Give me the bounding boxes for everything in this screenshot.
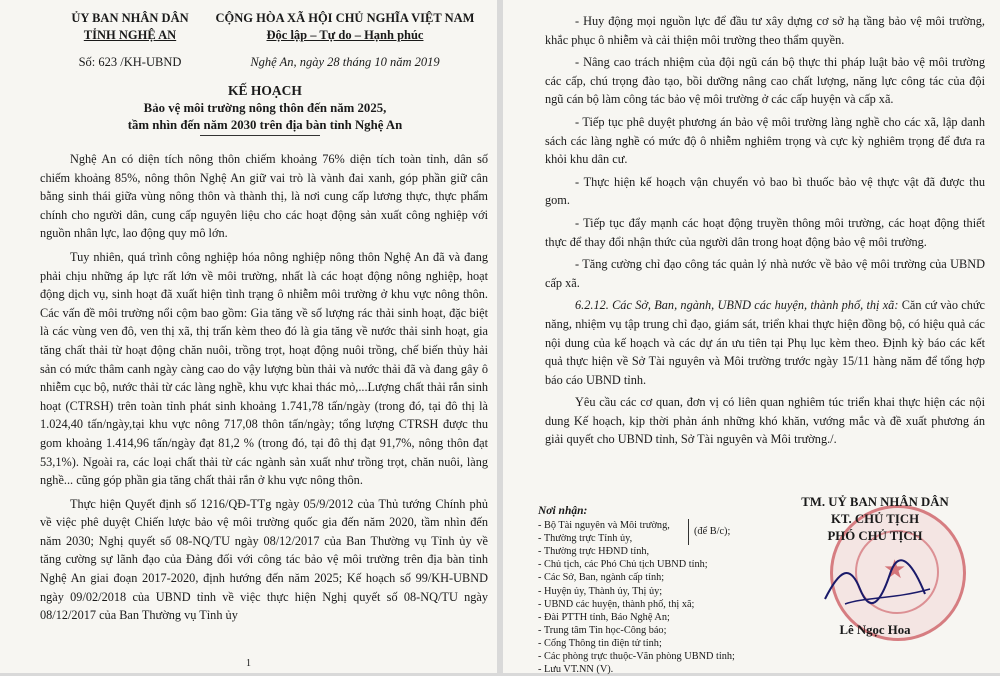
recipients-title: Nơi nhận: (538, 505, 588, 517)
recipient-item: - Đài PTTH tỉnh, Báo Nghệ An; (538, 611, 670, 623)
place-date: Nghệ An, ngày 28 tháng 10 năm 2019 (250, 55, 440, 69)
recipient-item: - Huyện ủy, Thành ủy, Thị ủy; (538, 585, 663, 597)
title-line1: Bảo vệ môi trường nông thôn đến năm 2025, (143, 101, 387, 115)
recipients-block (538, 505, 798, 676)
document-title (60, 82, 470, 134)
recipient-item: - Bộ Tài nguyên và Môi trường, (538, 520, 670, 532)
motto: Độc lập – Tự do – Hạnh phúc (266, 28, 424, 42)
page-1 (0, 0, 497, 673)
section-label: 6.2.12. Các Sở, Ban, ngành, UBND các huyện, thành phố, thị xã: (575, 298, 899, 313)
org-line1: ỦY BAN NHÂN DÂN (71, 11, 189, 25)
title-line2: tầm nhìn đến năm 2030 trên địa bàn tỉnh Nghệ An (127, 118, 403, 132)
paragraph: Tuy nhiên, quá trình công nghiệp hóa nông nghiệp nông thôn Nghệ An đã và đang phải chịu những áp lực rất lớn về môi trường, nhất là các hoạt động nông nghiệp, hoạt động dịch vụ, sinh hoạt đã xuất hiện tình trạng ô nhiễm môi trường ở khu vực nông thôn. Các vấn đề môi trường nổi cộm bao gồm: Gia tăng về số lượng rác thải sinh hoạt, đặc biệt là các vùng ven đô, ven thị xã, thị trấn kèm theo đó là gia tăng về nước thải sinh hoạt, gia tăng chất thải từ hoạt động chăn nuôi, trồng trọt, hoạt động nuôi trồng, chế biến thủy hải sản có mức thâm canh ngày càng cao do vậy lượng bùn thải và nước thải đã và đang gây ô nhiễm cục bộ, nước thải từ các làng nghề, khu vực khai thác mỏ,...Lượng chất thải rắn sinh hoạt (CTRSH) trên toàn tỉnh phát sinh khoảng 1.741,78 tấn/ngày (trong đó, tại đô thị là 1.024,40 tấn/ngày,tại khu vực nông 717,08 thôn tấn/ngày; tổng lượng CTRSH được thu gom khoảng 1.414,96 tấn/ngày đạt 81,2 % (trong đó, tại đô thị đạt 91,7%, nông thôn đạt 53,1%). Ngoài ra, các loại chất thải từ các ngành sản xuất như trồng trọt, chăn nuôi, làng nghề... cũng góp phần gia tăng chất thải rắn ở khu vực nông thôn. (40, 249, 488, 488)
issuing-authority (55, 10, 205, 71)
body-text (40, 150, 488, 625)
bullet-item: - Tiếp tục phê duyệt phương án bảo vệ môi trường làng nghề cho các xã, lập danh sách các làng nghề có mức độ ô nhiễm nghiêm trọng và cực kỳ nghiêm trọng để đưa ra khỏi khu dân cư. (545, 114, 985, 167)
section-6-2-12 (545, 296, 985, 389)
national-heading (200, 10, 490, 71)
handwritten-signature-icon (805, 549, 945, 619)
recipient-item: - Thường trực Tỉnh ủy, (538, 533, 633, 545)
signature-block (760, 494, 990, 639)
recipient-item: - Các phòng trực thuộc-Văn phòng UBND tỉnh; (538, 651, 735, 663)
sign-line3: PHÓ CHỦ TỊCH (827, 529, 923, 543)
recipients-list (538, 519, 798, 676)
paragraph: Thực hiện Quyết định số 1216/QĐ-TTg ngày 05/9/2012 của Thủ tướng Chính phủ về việc phê duyệt Chiến lược bảo vệ môi trường quốc gia đến năm 2020, tầm nhìn đến năm 2030; Nghị quyết số 08-NQ/TU ngày 08/12/2017 của Ban Thường vụ Tỉnh ủy về tăng cường sự lãnh đạo của Đảng đối với công tác bảo vệ môi trường trên địa bàn tỉnh Nghệ An giai đoạn 2017-2020, định hướng đến năm 2025; Kế hoạch số 99/KH-UBND ngày 09/02/2018 của UBND tỉnh về việc thực hiện Nghị quyết số 08-NQ/TU ngày 08/12/2017 của Ban Thường vụ Tỉnh ủy (40, 496, 488, 623)
bullet-item: - Nâng cao trách nhiệm của đội ngũ cán bộ thực thi pháp luật bảo vệ môi trường các cấp, chú trọng đào tạo, bồi dưỡng nâng cao chất lượng, năng lực công tác của đội ngũ cán bộ làm công tác bảo vệ môi trường ở các cấp huyện và cấp xã. (545, 55, 985, 107)
doc-type: KẾ HOẠCH (228, 83, 302, 98)
body-text-continued (545, 12, 985, 449)
bullet-item: - Tiếp tục đẩy mạnh các hoạt động truyền thông môi trường, các hoạt động thiết thực để thay đổi nhận thức của người dân trong hoạt động bảo vệ môi trường. (545, 215, 985, 249)
closing-paragraph: Yêu cầu các cơ quan, đơn vị có liên quan nghiêm túc triển khai thực hiện các nội dung Kế hoạch, kịp thời phản ánh những khó khăn, vướng mắc và đề xuất phương án giải quyết cho UBND tỉnh, Sở Tài nguyên và Môi trường./. (545, 395, 985, 447)
title-divider (200, 135, 320, 136)
recipient-item: - Trung tâm Tin học-Công báo; (538, 624, 667, 636)
signer-name: Lê Ngọc Hoa (839, 623, 911, 637)
sign-line2: KT. CHỦ TỊCH (830, 512, 920, 526)
page-number: 1 (246, 658, 251, 669)
recipient-item: - Cổng Thông tin điện tử tỉnh; (538, 637, 662, 649)
doc-number: Số: 623 /KH-UBND (78, 55, 182, 69)
paragraph: Nghệ An có diện tích nông thôn chiếm khoảng 76% diện tích toàn tỉnh, dân số chiếm khoảng 85%, nông thôn Nghệ An giữ vai trò là vành đai xanh, góp phần giữ cân bằng sinh thái giữa vùng nông thôn và thành thị, là nơi cung cấp lương thực, thực phẩm chính cho người dân, cung cấp nguyên liệu cho các hoạt động sản xuất công nghiệp với nguồn nhân lực, lao động quy mô lớn. (40, 152, 488, 241)
sign-line1: TM. UỶ BAN NHÂN DÂN (801, 495, 949, 509)
org-line2: TỈNH NGHỆ AN (83, 28, 177, 42)
recipient-item: - Chủ tịch, các Phó Chủ tịch UBND tỉnh; (538, 559, 708, 571)
recipient-item: - Thường trực HĐND tỉnh, (538, 546, 650, 558)
recipient-item: - Các Sở, Ban, ngành cấp tỉnh; (538, 572, 665, 584)
bullet-item: - Thực hiện kế hoạch vận chuyển vỏ bao bì thuốc bảo vệ thực vật đã được thu gom. (545, 174, 985, 208)
recipient-item: - UBND các huyện, thành phố, thị xã; (538, 598, 695, 610)
bullet-item: - Tăng cường chỉ đạo công tác quản lý nhà nước về bảo vệ môi trường của UBND cấp xã. (545, 257, 985, 290)
section-text: Căn cứ vào chức năng, nhiệm vụ tập trung chỉ đạo, giám sát, triển khai thực hiện đồng bộ, có hiệu quả các nội dung của kế hoạch và các dự án ưu tiên tại Phụ lục kèm theo. Định kỳ báo các kết quả thực hiện về Sở Tài nguyên và Môi trường trước ngày 15/11 hàng năm để tổng hợp báo cáo UBND tỉnh. (545, 298, 985, 387)
recipient-item: - Lưu VT.NN (V). (538, 664, 614, 676)
nation-name: CỘNG HÒA XÃ HỘI CHỦ NGHĨA VIỆT NAM (215, 11, 475, 25)
recipients-note: (để B/c); (694, 526, 731, 538)
bullet-item: - Huy động mọi nguồn lực để đầu tư xây dựng cơ sở hạ tầng bảo vệ môi trường, khắc phục ô nhiễm và cải thiện môi trường theo thẩm quyền. (545, 14, 985, 47)
official-seal-icon: ★ (830, 505, 966, 641)
recipients-brace (688, 519, 689, 545)
